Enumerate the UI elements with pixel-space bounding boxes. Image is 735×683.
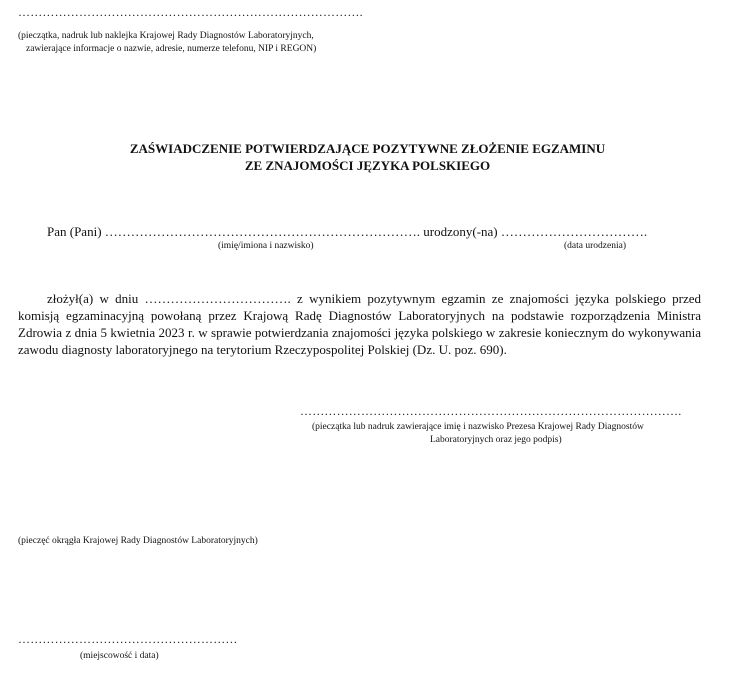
stamp-caption-line1: (pieczątka, nadruk lub naklejka Krajowej Rady Diagnostów Laboratoryjnych, — [18, 31, 314, 41]
document-title-line1: ZAŚWIADCZENIE POTWIERDZAJĄCE POZYTYWNE ZŁOŻENIE EGZAMINU — [129, 141, 606, 156]
birth-date-dotted-field: ……………………………. — [500, 224, 648, 239]
stamp-caption-line2: zawierające informacje o nazwie, adresie, numerze telefonu, NIP i REGON) — [26, 44, 317, 54]
name-dotted-field: ………………………………………………………………. — [104, 224, 421, 239]
name-caption: (imię/imiona i nazwisko) — [218, 241, 314, 251]
signature-caption-line2: Laboratoryjnych oraz jego podpis) — [430, 435, 562, 445]
seal-caption: (pieczęć okrągła Krajowej Rady Diagnostów Laboratoryjnych) — [18, 536, 258, 546]
born-label: urodzony(-na) — [423, 224, 498, 239]
place-date-dotted-line: ……………………………………………… — [18, 632, 238, 646]
signature-caption-line1: (pieczątka lub nadruk zawierające imię i nazwisko Prezesa Krajowej Rady Diagnostów — [312, 422, 644, 432]
person-line — [47, 223, 647, 240]
stamp-dotted-line: …………………………………………………………………………. — [18, 5, 363, 19]
signature-dotted-line: …………………………………………………………………………………. — [300, 404, 682, 418]
place-date-caption: (miejscowość i data) — [80, 651, 159, 661]
birth-date-caption: (data urodzenia) — [564, 241, 626, 251]
statement-paragraph: złożył(a) w dniu ……………………………. z wynikiem pozytywnym egzamin ze znajomości języka polskiego przed komisją egzaminacyjną powołaną przez Krajową Radę Diagnostów Laboratoryjnych na podstawie rozporządzenia Ministra Zdrowia z dnia 5 kwietnia 2023 r. w sprawie potwierdzania znajomości języka polskiego w zakresie koniecznym do wykonywania zawodu diagnosty laboratoryjnego na terytorium Rzeczypospolitej Polskiej (Dz. U. poz. 690). — [18, 291, 701, 357]
document-title-line2: ZE ZNAJOMOŚCI JĘZYKA POLSKIEGO — [244, 158, 491, 173]
person-prefix: Pan (Pani) — [47, 224, 102, 239]
